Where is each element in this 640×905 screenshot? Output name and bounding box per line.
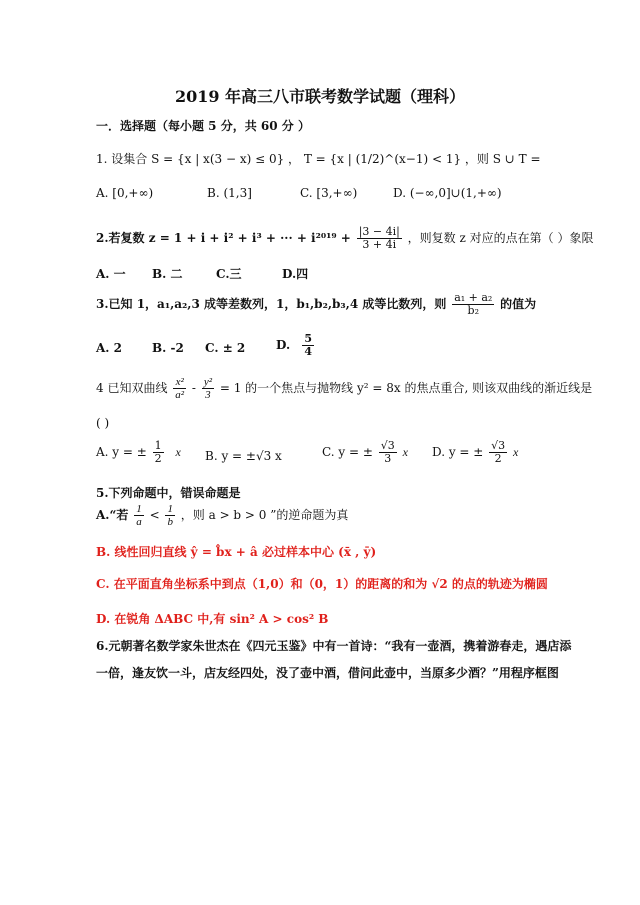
q4-c-label: C. y = ± <box>322 445 373 460</box>
q3-frac-den: b₂ <box>467 304 479 318</box>
question-3-stem <box>96 292 536 317</box>
q4-fraction-1 <box>173 376 186 401</box>
q1-option-b: B. (1,3] <box>207 186 252 200</box>
question-2-stem <box>96 226 593 251</box>
q4-c-tail: x <box>402 445 408 460</box>
q2-frac-den: 3 + 4i <box>362 238 397 252</box>
q5-option-a <box>96 503 348 528</box>
q3-stem-b: 的值为 <box>500 297 537 312</box>
q4-stem-a: 4 已知双曲线 <box>96 381 168 396</box>
q4-d-tail: x <box>513 445 519 460</box>
q4-a-num: 1 <box>154 439 162 452</box>
q2-fraction <box>357 226 402 251</box>
section-heading: 一．选择题（每小题 5 分，共 60 分 ） <box>96 119 310 133</box>
q4-option-d <box>432 440 518 465</box>
q5-a-post: ，则 a > b > 0 ”的逆命题为真 <box>180 508 349 523</box>
q5-option-b: B. 线性回归直线 ŷ = b̂x + â 必过样本中心 (x̄ , ȳ) <box>96 545 377 559</box>
q5-a-f1-num: 1 <box>136 503 142 515</box>
q5-a-f2-den: b <box>167 516 173 529</box>
question-6-line-1: 6.元朝著名数学家朱世杰在《四元玉鉴》中有一首诗：“我有一壶酒，携着游春走，遇店添 <box>96 639 572 653</box>
q5-a-pre: A.“若 <box>96 508 129 523</box>
q5-option-d: D. 在锐角 ΔABC 中,有 sin² A > cos² B <box>96 612 329 626</box>
q4-f1-num: x² <box>173 376 186 389</box>
q1-option-d: D. (−∞,0]∪(1,+∞) <box>393 186 502 200</box>
q4-fraction-2 <box>202 376 214 401</box>
q4-option-c <box>322 440 408 465</box>
q4-option-a <box>96 440 181 465</box>
q5-a-lt: < <box>149 508 160 523</box>
q3-option-d <box>276 333 316 358</box>
q2-option-a: A. 一 <box>96 267 126 281</box>
q3-option-d-fraction <box>302 333 314 358</box>
q3-option-b: B. -2 <box>152 341 184 355</box>
q4-a-label: A. y = ± <box>96 445 147 460</box>
q2-frac-num: |3 − 4i| <box>358 225 400 238</box>
question-1-stem: 1. 设集合 S = {x | x(3 − x) ≤ 0} ， T = {x | (1/2)^(x−1) < 1} ，则 S ∪ T = <box>96 152 541 166</box>
q3-option-a: A. 2 <box>96 341 123 355</box>
q4-d-fraction <box>489 440 507 465</box>
q4-d-den: 2 <box>494 452 502 466</box>
q4-d-label: D. y = ± <box>432 445 484 460</box>
q3-stem-a: 3.已知 1，a₁,a₂,3 成等差数列，1，b₁,b₂,b₃,4 成等比数列，则 <box>96 297 447 312</box>
q1-option-a: A. [0,+∞) <box>96 186 154 200</box>
q4-answer-paren: ( ) <box>96 416 110 430</box>
q4-c-num: √3 <box>380 439 395 452</box>
q3-option-d-label: D. <box>276 338 291 353</box>
q5-option-c: C. 在平面直角坐标系中到点（1,0）和（0，1）的距离的和为 √2 的点的轨迹为椭圆 <box>96 577 548 591</box>
q3-frac-num: a₁ + a₂ <box>454 291 493 304</box>
q5-a-f1-den: a <box>136 516 142 529</box>
q2-option-d: D.四 <box>282 267 309 281</box>
q4-stem-b: = 1 的一个焦点与抛物线 y² = 8x 的焦点重合, 则该双曲线的渐近线是 <box>219 381 593 396</box>
q2-stem-a: 2.若复数 z = 1 + i + i² + i³ + ··· + i²⁰¹⁹ + <box>96 231 351 246</box>
q5-a-f2-num: 1 <box>167 503 173 515</box>
q4-option-b: B. y = ±√3 x <box>205 449 282 463</box>
q4-minus: - <box>191 381 196 396</box>
exam-title: 2019 年高三八市联考数学试题（理科） <box>174 87 466 106</box>
q4-f2-den: 3 <box>205 389 211 402</box>
q4-f1-den: a² <box>175 389 185 402</box>
question-6-line-2: 一倍，逢友饮一斗，店友经四处，没了壶中酒，借问此壶中，当原多少酒？”用程序框图 <box>96 666 559 680</box>
question-5-stem: 5.下列命题中，错误命题是 <box>96 486 241 500</box>
q4-f2-num: y² <box>203 376 212 388</box>
q5-a-fraction-1 <box>134 503 144 528</box>
q4-d-num: √3 <box>491 439 506 452</box>
question-4-stem <box>96 376 592 401</box>
q4-a-fraction <box>153 440 164 465</box>
q3-fraction <box>452 292 494 317</box>
q4-c-fraction <box>379 440 397 465</box>
q4-a-den: 2 <box>154 452 162 466</box>
q3-option-c: C. ± 2 <box>205 341 246 355</box>
q5-a-fraction-2 <box>165 503 175 528</box>
q2-option-b: B. 二 <box>152 267 183 281</box>
q4-c-den: 3 <box>384 452 392 466</box>
q2-stem-b: ，则复数 z 对应的点在第（ ）象限 <box>407 231 594 246</box>
q4-a-tail: x <box>175 445 181 460</box>
q2-option-c: C.三 <box>216 267 242 281</box>
q3-d-den: 4 <box>304 345 312 359</box>
q1-option-c: C. [3,+∞) <box>300 186 358 200</box>
q3-d-num: 5 <box>304 332 312 345</box>
